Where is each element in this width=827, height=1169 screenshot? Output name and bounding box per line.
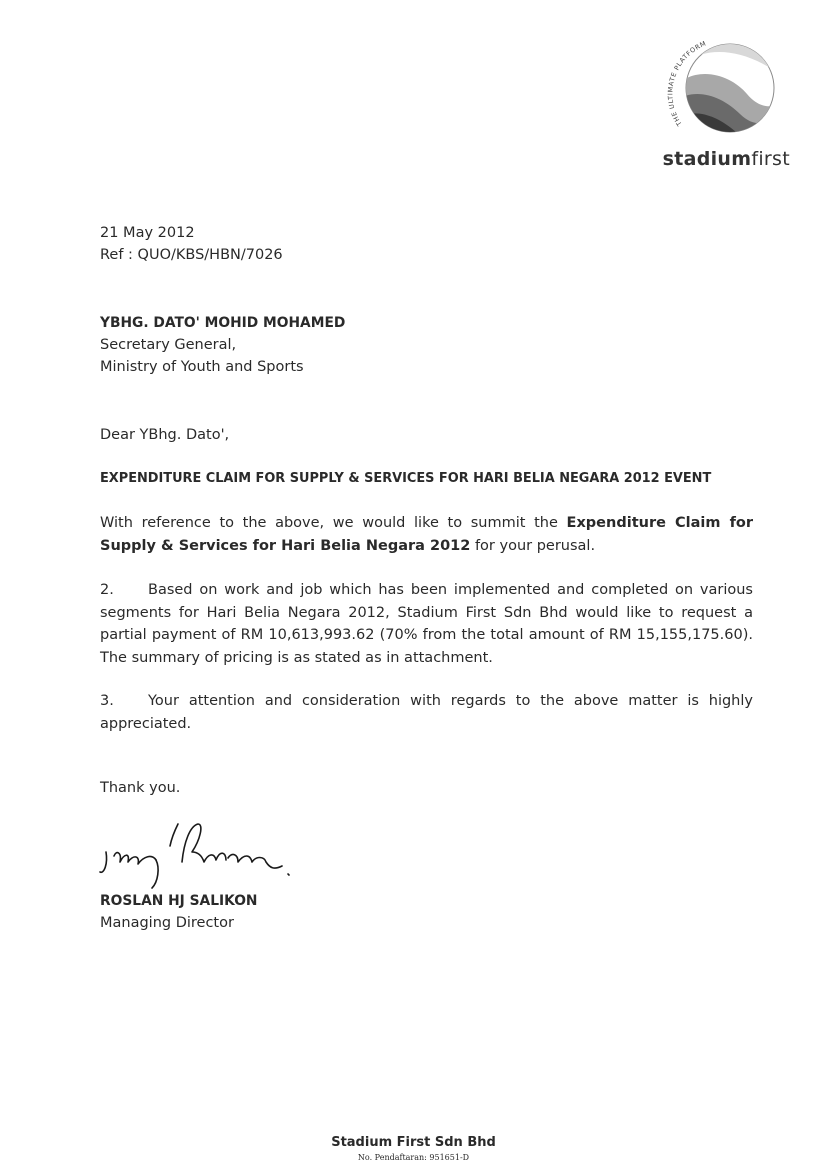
- footer-registration: No. Pendaftaran: 951651-D: [357, 1153, 470, 1162]
- paragraph-3-number: 3.: [100, 693, 114, 709]
- signatory-name: ROSLAN HJ SALIKON: [100, 893, 258, 909]
- paragraph-2-text: Based on work and job which has been implemented and completed on various segments for Hari Belia Negara 2012, Stadium First Sdn Bhd would like to request a partial payment of RM 10,613,993.62 (70% from the total amount of RM 15,155,175.60). The summary of pricing is as stated as in attachment.: [100, 582, 753, 666]
- paragraph-1: [100, 512, 753, 557]
- closing: Thank you.: [100, 780, 181, 796]
- recipient-name: YBHG. DATO' MOHID MOHAMED: [100, 315, 346, 331]
- paragraph-3: [100, 690, 753, 735]
- recipient-organization: Ministry of Youth and Sports: [100, 359, 304, 375]
- paragraph-1-before: With reference to the above, we would like to summit the: [100, 515, 567, 531]
- brand-wordmark: [640, 148, 790, 170]
- brand-bold: stadium: [662, 148, 752, 170]
- paragraph-2-number: 2.: [100, 582, 114, 598]
- paragraph-3-text: Your attention and consideration with regards to the above matter is highly appreciated.: [100, 693, 753, 732]
- paragraph-1-bold: Expenditure Claim for Supply & Services for Hari Belia Negara 2012: [100, 515, 753, 554]
- handwritten-signature: [98, 812, 298, 892]
- subject-line: EXPENDITURE CLAIM FOR SUPPLY & SERVICES FOR HARI BELIA NEGARA 2012 EVENT: [100, 471, 712, 486]
- signatory-position: Managing Director: [100, 915, 234, 931]
- salutation: Dear YBhg. Dato',: [100, 427, 230, 443]
- letter-date: 21 May 2012: [100, 225, 195, 241]
- recipient-title: Secretary General,: [100, 337, 237, 353]
- stadium-first-globe-icon: [652, 36, 782, 146]
- paragraph-1-after: for your perusal.: [470, 537, 596, 554]
- company-logo: [640, 30, 790, 175]
- letter-reference: Ref : QUO/KBS/HBN/7026: [100, 247, 283, 263]
- logo-tagline: THE ULTIMATE PLATFORM: [666, 39, 708, 128]
- brand-light: first: [751, 148, 790, 170]
- footer-company-name: Stadium First Sdn Bhd: [331, 1135, 496, 1150]
- paragraph-2: [100, 579, 753, 669]
